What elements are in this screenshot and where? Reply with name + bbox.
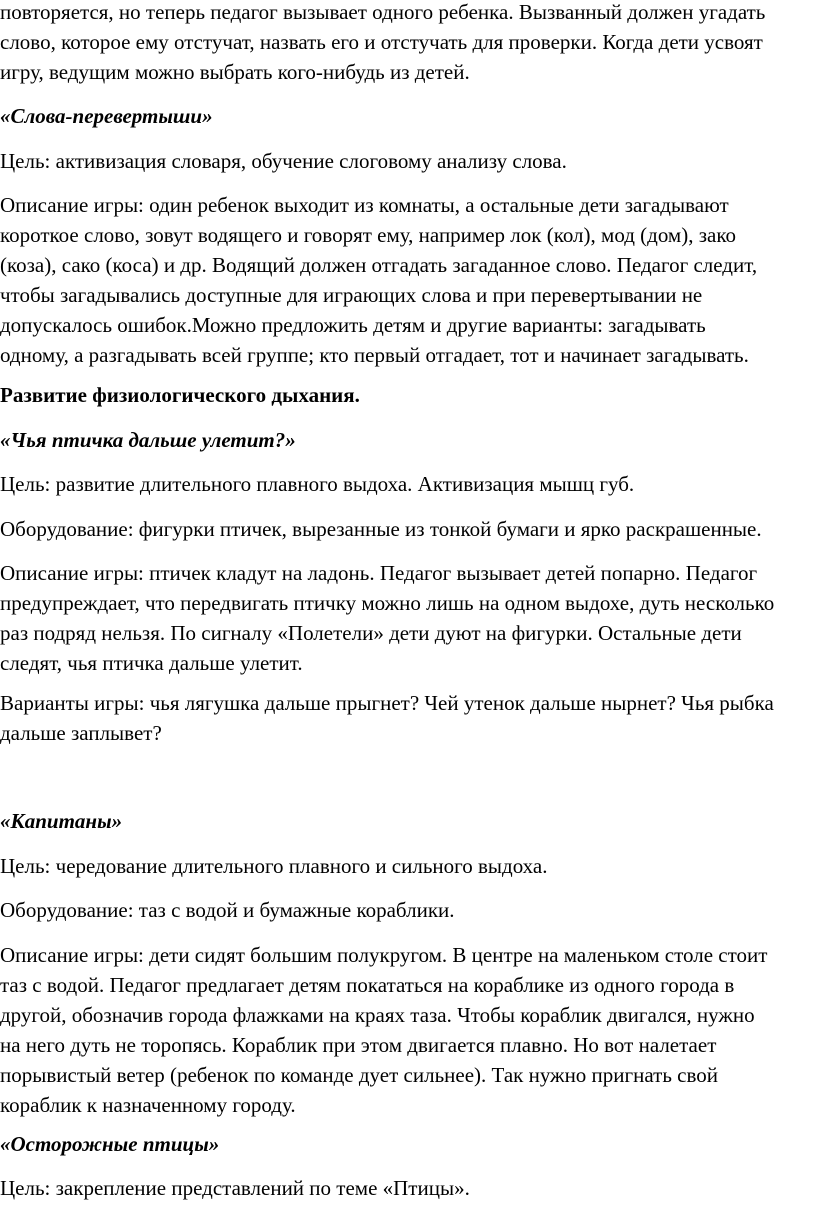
- text-line: раз подряд нельзя. По сигналу «Полетели» дети дуют на фигурки. Остальные дети: [0, 621, 742, 645]
- text-line: короткое слово, зовут водящего и говорят ему, например лок (кол), мод (дом), зако: [0, 223, 736, 247]
- game-title-chya-ptichka: [0, 425, 816, 455]
- paragraph-goal: [0, 146, 816, 176]
- text-line: Варианты игры: чья лягушка дальше прыгнет? Чей утенок дальше нырнет? Чья рыбка: [0, 691, 774, 715]
- paragraph-description: [0, 558, 816, 678]
- paragraph-description: [0, 940, 816, 1120]
- game-title-kapitany: [0, 806, 816, 836]
- text-line: допускалось ошибок.Можно предложить детям и другие варианты: загадывать: [0, 313, 706, 337]
- text-line: чтобы загадывались доступные для играющих слова и при перевертывании не: [0, 283, 703, 307]
- text-line: порывистый ветер (ребенок по команде дует сильнее). Так нужно пригнать свой: [0, 1063, 718, 1087]
- text-line: Цель: чередование длительного плавного и сильного выдоха.: [0, 854, 548, 878]
- text-line: Цель: закрепление представлений по теме «Птицы».: [0, 1176, 470, 1200]
- game-title-ostorozhnye-ptitsy: [0, 1129, 816, 1159]
- text-line: Описание игры: птичек кладут на ладонь. Педагог вызывает детей попарно. Педагог: [0, 561, 758, 585]
- text-line: другой, обозначив города флажками на краях таза. Чтобы кораблик двигался, нужно: [0, 1003, 755, 1027]
- text-line: повторяется, но теперь педагог вызывает одного ребенка. Вызванный должен угадать: [0, 0, 766, 24]
- text-line: кораблик к назначенному городу.: [0, 1093, 296, 1117]
- paragraph-goal: [0, 1173, 816, 1203]
- text-line: на него дуть не торопясь. Кораблик при этом двигается плавно. Но вот налетает: [0, 1033, 717, 1057]
- text-line: игру, ведущим можно выбрать кого-нибудь из детей.: [0, 60, 470, 84]
- text-line: Оборудование: таз с водой и бумажные кораблики.: [0, 898, 455, 922]
- text-line: Описание игры: один ребенок выходит из комнаты, а остальные дети загадывают: [0, 193, 729, 217]
- paragraph-goal: [0, 851, 816, 881]
- paragraph-equipment: [0, 895, 816, 925]
- game-title-slova-perevertyshi: [0, 101, 816, 131]
- heading-text: «Чья птичка дальше улетит?»: [0, 428, 296, 452]
- paragraph-variants: [0, 688, 816, 748]
- heading-text: «Капитаны»: [0, 809, 123, 833]
- text-line: Оборудование: фигурки птичек, вырезанные из тонкой бумаги и ярко раскрашенные.: [0, 517, 762, 541]
- text-line: одному, а разгадывать всей группе; кто первый отгадает, тот и начинает загадывать.: [0, 343, 749, 367]
- heading-text: Развитие физиологического дыхания.: [0, 383, 360, 407]
- paragraph-goal: [0, 469, 816, 499]
- text-line: слово, которое ему отстучат, назвать его и отстучать для проверки. Когда дети усвоят: [0, 30, 763, 54]
- text-line: предупреждает, что передвигать птичку можно лишь на одном выдохе, дуть несколько: [0, 591, 775, 615]
- paragraph-description: [0, 190, 816, 370]
- text-line: следят, чья птичка дальше улетит.: [0, 651, 303, 675]
- paragraph-equipment: [0, 514, 816, 544]
- text-line: (коза), сако (коса) и др. Водящий должен отгадать загаданное слово. Педагог следит,: [0, 253, 758, 277]
- heading-text: «Слова-перевертыши»: [0, 104, 213, 128]
- text-line: Цель: развитие длительного плавного выдоха. Активизация мышц губ.: [0, 472, 635, 496]
- text-line: Описание игры: дети сидят большим полукругом. В центре на маленьком столе стоит: [0, 943, 768, 967]
- text-line: дальше заплывет?: [0, 721, 162, 745]
- heading-text: «Осторожные птицы»: [0, 1132, 220, 1156]
- text-line: таз с водой. Педагог предлагает детям покататься на кораблике из одного города в: [0, 973, 735, 997]
- section-heading: [0, 380, 816, 410]
- text-line: Цель: активизация словаря, обучение слоговому анализу слова.: [0, 149, 567, 173]
- paragraph-intro: [0, 0, 816, 87]
